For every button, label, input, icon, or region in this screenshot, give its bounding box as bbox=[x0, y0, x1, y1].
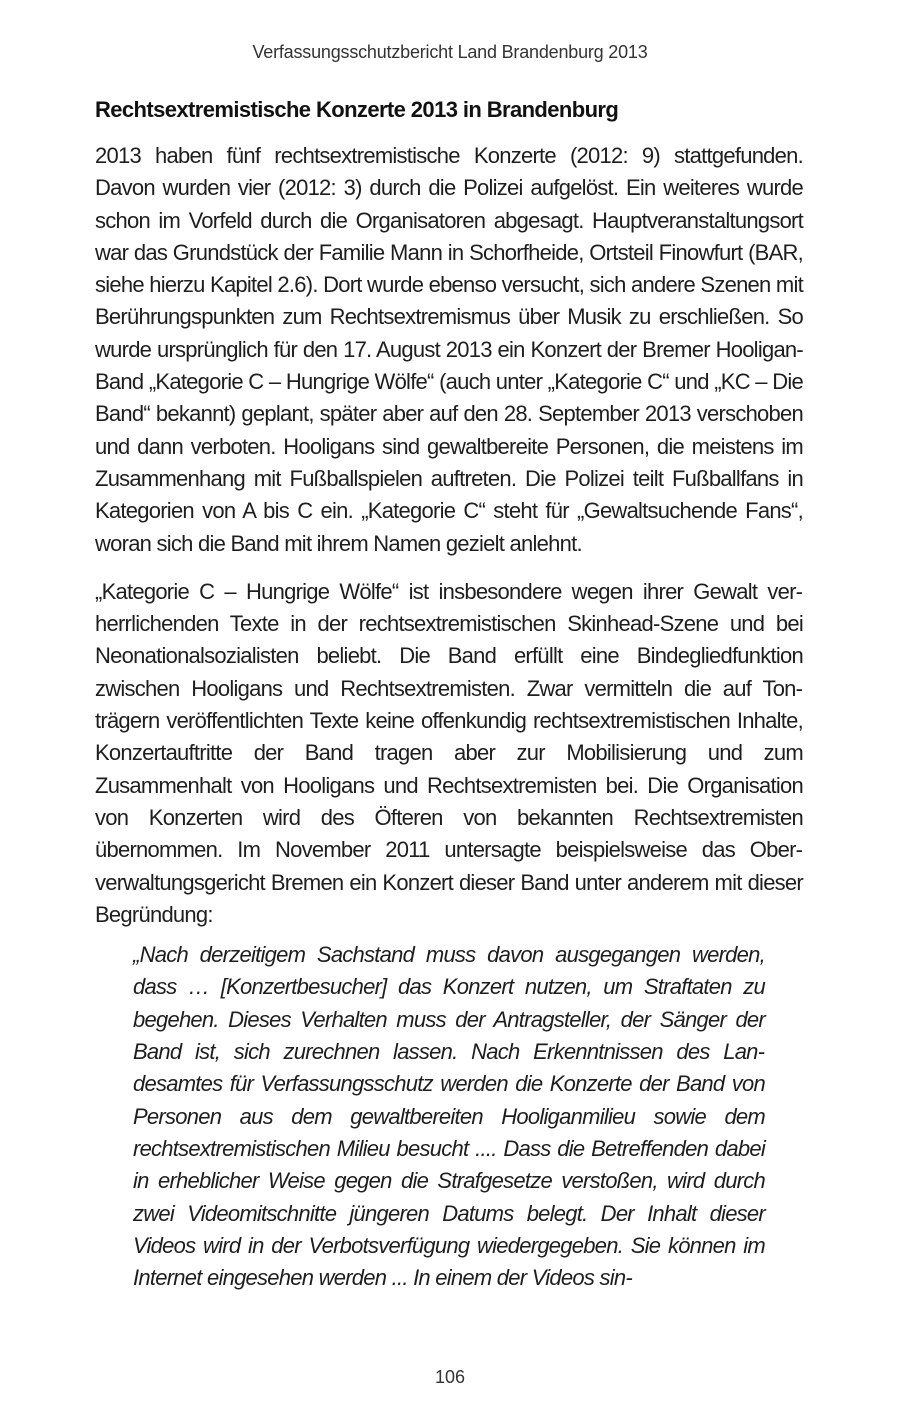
body-paragraph-2: „Kategorie C – Hungrige Wölfe“ ist insbesondere wegen ihrer Gewalt verherrlichenden Texte in der rechtsextremistischen Skinhead-Szene und bei Neonationalsozialisten beliebt. Die Band erfüllt eine Bindegliedfunktion zwischen Hooligans und Rechtsextremisten. Zwar vermitteln die auf Tonträgern veröffentlichten Texte keine offenkundig rechtsextremistischen Inhalte, Konzertauftritte der Band tragen aber zur Mobilisierung und zum Zusammenhalt von Hooligans und Rechtsextremisten bei. Die Organisation von Konzerten wird des Öfteren von bekannten Rechtsextremisten übernommen. Im November 2011 untersagte beispielsweise das Oberverwaltungsgericht Bremen ein Konzert dieser Band unter anderem mit dieser Begründung: bbox=[95, 578, 803, 927]
body-paragraph-1: 2013 haben fünf rechtsextremistische Konzerte (2012: 9) stattgefunden. Davon wurden vier (2012: 3) durch die Polizei aufgelöst. Ein weiteres wurde schon im Vorfeld durch die Organisatoren abgesagt. Hauptveranstaltungsort war das Grundstück der Familie Mann in Schorfheide, Ortsteil Finowfurt (BAR, siehe hierzu Kapitel 2.6). Dort wurde ebenso versucht, sich andere Szenen mit Berührungspunkten zum Rechtsextremismus über Musik zu erschließen. So wurde ursprünglich für den 17. August 2013 ein Konzert der Bremer Hooligan-Band „Kategorie C – Hungrige Wölfe“ (auch unter „Kategorie C“ und „KC – Die Band“ bekannt) geplant, später aber auf den 28. September 2013 verschoben und dann verboten. Hooligans sind gewaltbereite Personen, die meistens im Zusammenhang mit Fußballspielen auftreten. Die Polizei teilt Fußballfans in Kategorien von A bis C ein. „Kategorie C“ steht für „Gewaltsuchende Fans“, woran sich die Band mit ihrem Namen gezielt anlehnt. bbox=[95, 143, 803, 556]
running-header: Verfassungsschutzbericht Land Brandenburg 2013 bbox=[252, 42, 648, 62]
block-quote: „Nach derzeitigem Sachstand muss davon ausgegangen werden, dass … [Konzertbesucher] das Konzert nutzen, um Straftaten zu begehen. Dieses Verhalten muss der Antragsteller, der Sänger der Band ist, sich zurechnen lassen. Nach Erkenntnissen des Landesamtes für Verfassungsschutz werden die Konzerte der Band von Personen aus dem gewaltbereiten Hooliganmilieu sowie dem rechtsextremistischen Milieu besucht .... Dass die Betreffenden dabei in erheblicher Weise gegen die Strafgesetze verstoßen, wird durch zwei Videomitschnitte jüngeren Datums belegt. Der Inhalt dieser Videos wird in der Verbotsverfügung wiedergegeben. Sie können im Internet eingesehen werden ... In einem der Videos sin- bbox=[133, 942, 765, 1291]
page-number: 106 bbox=[434, 1367, 466, 1387]
section-title: Rechtsextremistische Konzerte 2013 in Brandenburg bbox=[95, 97, 619, 122]
page-content bbox=[95, 94, 803, 1294]
